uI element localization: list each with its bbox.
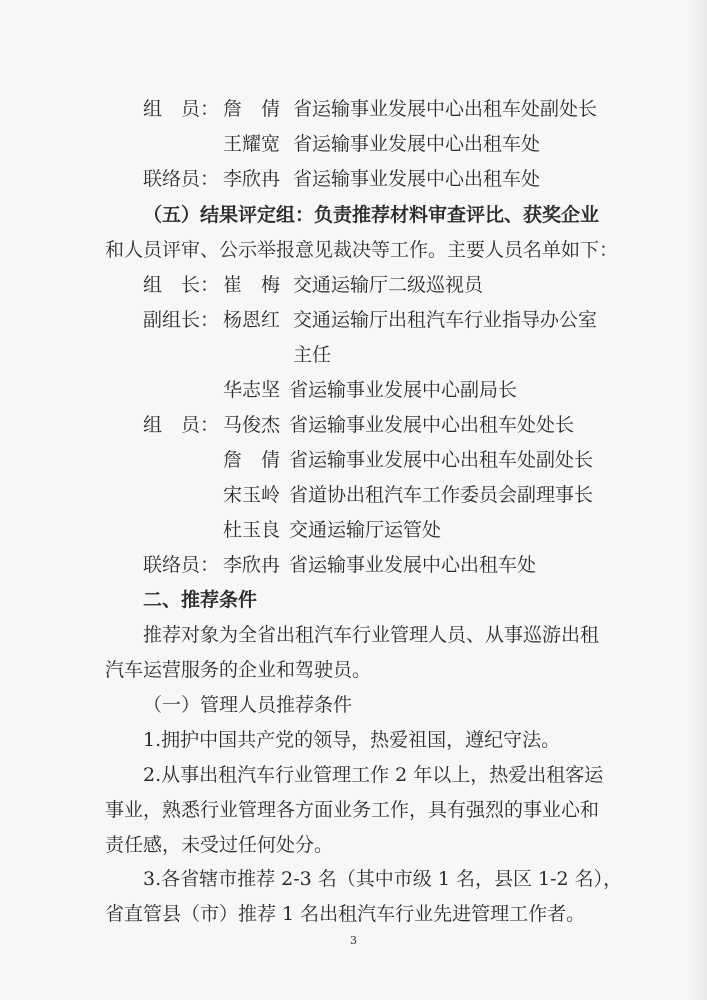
list-item-continued: 省直管县（市）推荐 1 名出租汽车行业先进管理工作者。	[105, 903, 586, 925]
member-org: 交通运输厅二级巡视员	[293, 274, 484, 296]
member-org: 主任	[293, 344, 332, 366]
member-row	[143, 166, 540, 192]
section-heading: 二、推荐条件	[143, 589, 258, 611]
member-row	[143, 377, 517, 403]
member-org: 交通运输厅出租汽车行业指导办公室	[293, 309, 598, 331]
paragraph-line: 汽车运营服务的企业和驾驶员。	[105, 659, 372, 681]
member-org: 省运输事业发展中心出租车处副处长	[289, 449, 594, 471]
member-row	[143, 552, 536, 578]
section5-line1: （五）结果评定组：负责推荐材料审查评比、获奖企业	[143, 204, 600, 226]
member-row	[143, 482, 593, 508]
member-row	[143, 517, 441, 543]
member-org: 省运输事业发展中心副局长	[289, 379, 518, 401]
member-name: 詹 倩	[223, 449, 281, 471]
member-name: 宋玉岭	[223, 484, 281, 506]
member-name: 华志坚	[223, 379, 281, 401]
member-row	[143, 131, 540, 157]
list-item: 1.拥护中国共产党的领导，热爱祖国，遵纪守法。	[143, 729, 561, 751]
page-edge-shadow	[689, 0, 707, 1000]
member-row	[143, 412, 574, 438]
member-role: 组 员：	[143, 414, 220, 436]
member-org: 省运输事业发展中心出租车处副处长	[293, 98, 598, 120]
member-name: 马俊杰	[223, 414, 281, 436]
member-org: 交通运输厅运管处	[289, 519, 442, 541]
member-org: 省运输事业发展中心出租车处	[293, 168, 541, 190]
page-number: 3	[350, 934, 357, 947]
member-name: 王耀宽	[223, 133, 281, 155]
member-row	[143, 96, 597, 122]
member-row	[143, 447, 593, 473]
member-row	[143, 342, 331, 368]
member-role: 组 长：	[143, 274, 220, 296]
member-name: 李欣冉	[223, 168, 281, 190]
member-name: 詹 倩	[223, 98, 281, 120]
member-org: 省运输事业发展中心出租车处	[293, 133, 541, 155]
member-name: 崔 梅	[223, 274, 281, 296]
member-name: 杜玉良	[223, 519, 281, 541]
member-row	[143, 272, 483, 298]
member-name: 杨恩红	[223, 309, 281, 331]
list-item-continued: 事业，熟悉行业管理各方面业务工作，具有强烈的事业心和	[105, 799, 600, 821]
member-role: 联络员：	[143, 168, 220, 190]
member-role: 副组长：	[143, 309, 220, 331]
member-org: 省运输事业发展中心出租车处处长	[289, 414, 575, 436]
list-item: 2.从事出租汽车行业管理工作 2 年以上，热爱出租客运	[143, 764, 604, 786]
member-role: 组 员：	[143, 98, 220, 120]
list-item: 3.各省辖市推荐 2-3 名（其中市级 1 名，县区 1-2 名），	[143, 868, 623, 890]
list-item-continued: 责任感，未受过任何处分。	[105, 834, 334, 856]
member-org: 省运输事业发展中心出租车处	[289, 554, 537, 576]
member-role: 联络员：	[143, 554, 220, 576]
member-org: 省道协出租汽车工作委员会副理事长	[289, 484, 594, 506]
member-row	[143, 307, 597, 333]
subsection-heading: （一）管理人员推荐条件	[143, 694, 353, 716]
paragraph-line: 推荐对象为全省出租汽车行业管理人员、从事巡游出租	[143, 624, 600, 646]
member-name: 李欣冉	[223, 554, 281, 576]
section5-line2: 和人员评审、公示举报意见裁决等工作。主要人员名单如下：	[105, 239, 619, 261]
